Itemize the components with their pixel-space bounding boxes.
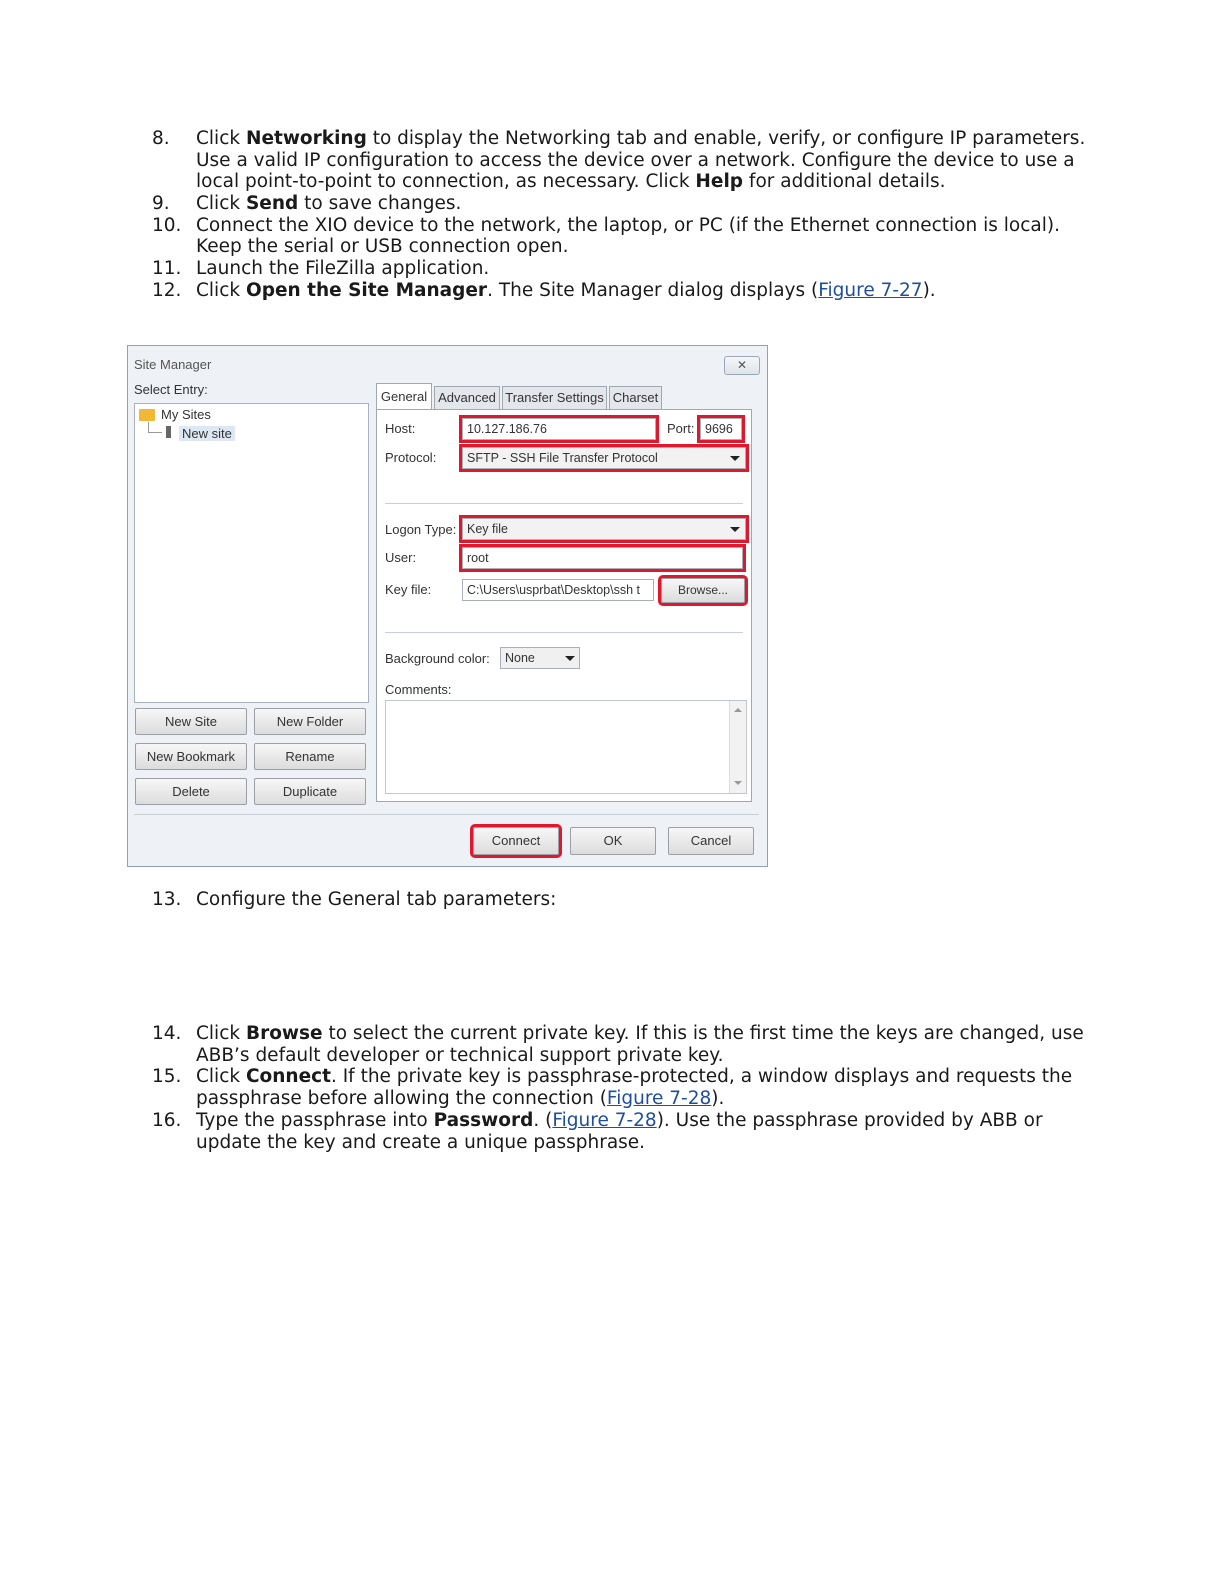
tab-transfer-settings[interactable]: Transfer Settings xyxy=(502,386,607,409)
bold-term: Open the Site Manager xyxy=(245,280,488,301)
step-text-run: Type the passphrase into xyxy=(196,1110,434,1131)
step-text-run: to save changes. xyxy=(298,193,462,214)
bold-term: Networking xyxy=(245,128,367,149)
figure-link[interactable]: Figure 7-28 xyxy=(552,1110,657,1131)
key-file-input[interactable]: C:\Users\usprbat\Desktop\ssh t xyxy=(462,579,654,601)
tab-general[interactable]: General xyxy=(376,383,432,409)
dialog-title: Site Manager xyxy=(134,357,212,372)
ok-button[interactable]: OK xyxy=(570,827,656,855)
figure-link[interactable]: Figure 7-27 xyxy=(818,280,923,301)
step-text-run: . The Site Manager dialog displays ( xyxy=(487,280,819,301)
logon-type-select[interactable] xyxy=(462,518,746,540)
step-text-run: Connect the XIO device to the network, the laptop, or PC (if the Ethernet connection is local). Keep the serial or USB connection open. xyxy=(196,214,1060,257)
server-icon xyxy=(166,426,171,438)
chevron-down-icon xyxy=(565,656,575,661)
host-input[interactable]: 10.127.186.76 xyxy=(462,418,656,440)
scroll-up-icon[interactable] xyxy=(734,708,742,712)
site-tree[interactable] xyxy=(134,403,369,703)
step-8 xyxy=(152,128,1092,193)
step-text xyxy=(196,215,1092,258)
step-13 xyxy=(152,889,1092,911)
step-text-run: Click xyxy=(196,128,246,149)
tree-line xyxy=(148,422,149,432)
chevron-down-icon xyxy=(730,527,740,532)
folder-icon xyxy=(139,409,155,421)
tab-advanced[interactable]: Advanced xyxy=(434,386,500,409)
rename-button[interactable]: Rename xyxy=(254,743,366,770)
step-number: 12. xyxy=(152,280,182,301)
scroll-down-icon[interactable] xyxy=(734,781,742,785)
step-number: 16. xyxy=(152,1110,182,1131)
divider xyxy=(134,814,759,815)
step-number: 8. xyxy=(152,128,170,149)
comments-label: Comments: xyxy=(385,682,452,697)
step-text xyxy=(196,258,1092,280)
step-text-run: for additional details. xyxy=(743,171,946,192)
logon-type-value: Key file xyxy=(467,522,508,536)
tree-line xyxy=(148,432,162,433)
step-number: 10. xyxy=(152,214,182,236)
new-bookmark-button[interactable]: New Bookmark xyxy=(135,743,247,770)
divider xyxy=(385,503,743,504)
step-12 xyxy=(152,280,1092,302)
protocol-value: SFTP - SSH File Transfer Protocol xyxy=(467,451,658,465)
cancel-button[interactable]: Cancel xyxy=(668,827,754,855)
general-tab-panel xyxy=(376,409,752,802)
step-text-run: to select the current private key. If this is the first time the keys are changed, use ABB’s default developer or technical support private key. xyxy=(196,1023,1084,1066)
step-text-run: . ( xyxy=(533,1110,553,1131)
step-text-run: Click xyxy=(196,1066,246,1087)
step-16 xyxy=(152,1110,1092,1153)
step-text-run: . If the private key is passphrase-protected, a window displays and requests the passphrase before allowing the connection ( xyxy=(196,1066,1073,1109)
step-11 xyxy=(152,258,1092,280)
step-number: 15. xyxy=(152,1066,182,1087)
bold-term: Send xyxy=(245,193,299,214)
port-input[interactable]: 9696 xyxy=(700,418,742,440)
step-text xyxy=(196,1023,1092,1066)
divider xyxy=(385,632,743,633)
bold-term: Connect xyxy=(245,1066,331,1087)
logon-type-label: Logon Type: xyxy=(385,522,457,537)
step-number: 14. xyxy=(152,1023,182,1044)
step-10 xyxy=(152,215,1092,258)
protocol-label: Protocol: xyxy=(385,450,437,465)
bold-term: Help xyxy=(695,171,744,192)
bold-term: Password xyxy=(433,1110,534,1131)
comments-scrollbar[interactable] xyxy=(729,701,746,793)
background-color-value: None xyxy=(505,651,535,665)
chevron-down-icon xyxy=(730,456,740,461)
step-text-run: ). Use the passphrase provided by ABB or update the key and create a unique passphrase. xyxy=(196,1110,1043,1153)
new-site-button[interactable]: New Site xyxy=(135,708,247,735)
select-entry-label: Select Entry: xyxy=(134,382,208,397)
step-text-run: Click xyxy=(196,193,246,214)
user-input[interactable]: root xyxy=(462,547,743,569)
new-folder-button[interactable]: New Folder xyxy=(254,708,366,735)
browse-button[interactable]: Browse... xyxy=(661,578,745,603)
tree-item-my-sites[interactable]: My Sites xyxy=(161,407,211,422)
step-number: 11. xyxy=(152,258,182,279)
step-number: 9. xyxy=(152,193,170,214)
protocol-select[interactable] xyxy=(462,447,746,469)
step-text-run: Launch the FileZilla application. xyxy=(196,258,490,279)
step-9 xyxy=(152,193,1092,215)
key-file-label: Key file: xyxy=(385,582,432,597)
step-number: 13. xyxy=(152,889,182,910)
close-icon[interactable]: ✕ xyxy=(724,356,760,375)
comments-textarea[interactable] xyxy=(385,700,747,794)
step-text xyxy=(196,193,1092,215)
step-text xyxy=(196,280,1092,302)
step-text xyxy=(196,1110,1092,1153)
step-text-run: ). xyxy=(922,280,936,301)
tree-item-new-site[interactable]: New site xyxy=(179,426,235,441)
step-14 xyxy=(152,1023,1092,1066)
background-color-select[interactable] xyxy=(500,647,580,669)
duplicate-button[interactable]: Duplicate xyxy=(254,778,366,805)
step-text-run: to display the Networking tab and enable, verify, or configure IP parameters. Use a valid IP configuration to access the device over a network. Configure the device to use a local point-to-point to connection, as necessary. Click xyxy=(196,128,1086,192)
step-text-run: Click xyxy=(196,280,246,301)
step-15 xyxy=(152,1066,1092,1109)
tab-charset[interactable]: Charset xyxy=(609,386,662,409)
bold-term: Browse xyxy=(245,1023,323,1044)
step-text xyxy=(196,1066,1092,1109)
step-text-run: Click xyxy=(196,1023,246,1044)
delete-button[interactable]: Delete xyxy=(135,778,247,805)
step-text: Configure the General tab parameters: xyxy=(196,889,557,910)
site-manager-dialog xyxy=(127,345,768,867)
user-label: User: xyxy=(385,550,417,565)
port-label: Port: xyxy=(667,421,695,436)
step-text-run: ). xyxy=(711,1087,725,1109)
step-text xyxy=(196,128,1092,193)
figure-link[interactable]: Figure 7-28 xyxy=(606,1087,712,1109)
background-color-label: Background color: xyxy=(385,651,490,666)
connect-button[interactable]: Connect xyxy=(473,827,559,855)
host-label: Host: xyxy=(385,421,416,436)
